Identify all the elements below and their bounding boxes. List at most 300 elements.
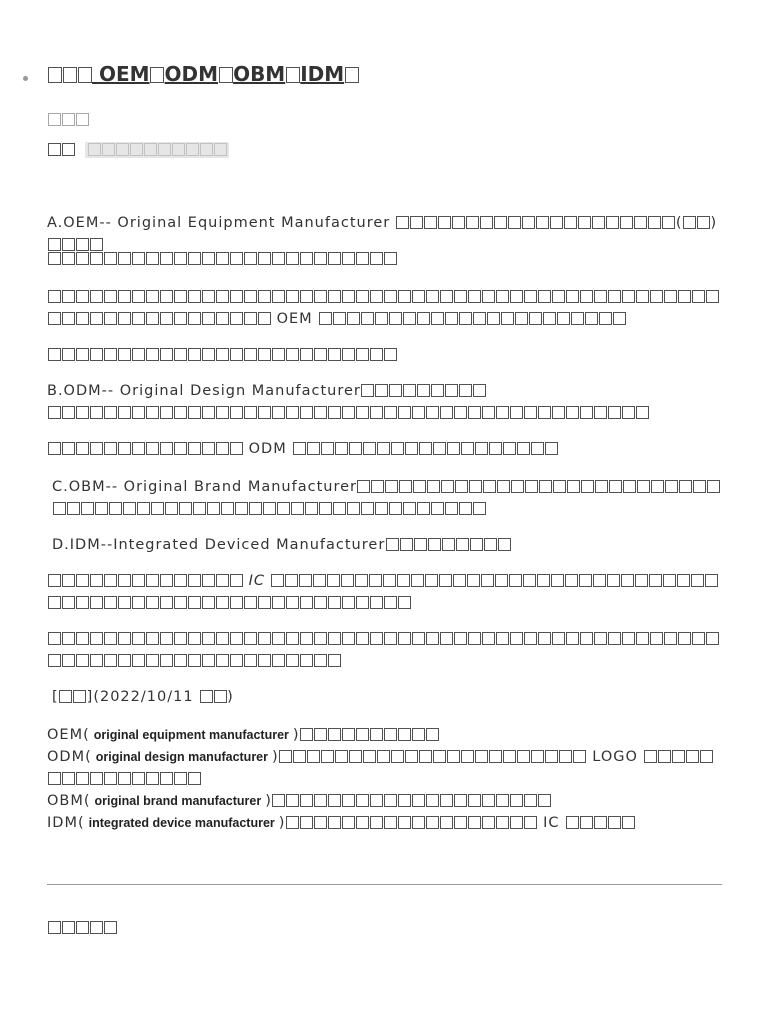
unreadable-glyphs — [553, 480, 566, 493]
unreadable-glyphs — [90, 921, 103, 934]
unreadable-glyphs — [328, 348, 341, 361]
unreadable-glyphs — [76, 596, 89, 609]
unreadable-glyphs — [244, 252, 257, 265]
unreadable-glyphs — [146, 772, 159, 785]
unreadable-glyphs — [593, 574, 606, 587]
unreadable-glyphs — [300, 794, 313, 807]
unreadable-glyphs — [355, 574, 368, 587]
unreadable-glyphs — [90, 772, 103, 785]
unreadable-glyphs — [585, 312, 598, 325]
text-run: IC — [248, 573, 271, 589]
unreadable-glyphs — [707, 480, 720, 493]
unreadable-glyphs — [48, 596, 61, 609]
unreadable-glyphs — [467, 574, 480, 587]
unreadable-glyphs — [146, 574, 159, 587]
unreadable-glyphs — [370, 596, 383, 609]
unreadable-glyphs — [328, 654, 341, 667]
unreadable-glyphs — [146, 290, 159, 303]
unreadable-glyphs — [706, 290, 719, 303]
unreadable-glyphs — [118, 406, 131, 419]
unreadable-glyphs — [104, 252, 117, 265]
unreadable-glyphs — [300, 632, 313, 645]
unreadable-glyphs — [202, 574, 215, 587]
unreadable-glyphs — [396, 216, 409, 229]
unreadable-glyphs — [636, 632, 649, 645]
unreadable-glyphs — [160, 406, 173, 419]
unreadable-glyphs — [370, 728, 383, 741]
unreadable-glyphs — [565, 574, 578, 587]
unreadable-glyphs — [62, 406, 75, 419]
unreadable-glyphs — [524, 290, 537, 303]
unreadable-glyphs — [469, 480, 482, 493]
unreadable-glyphs — [559, 750, 572, 763]
unreadable-glyphs — [258, 290, 271, 303]
unreadable-glyphs — [174, 290, 187, 303]
unreadable-glyphs — [62, 654, 75, 667]
unreadable-glyphs — [473, 502, 486, 515]
unreadable-glyphs — [606, 216, 619, 229]
unreadable-glyphs — [321, 442, 334, 455]
unreadable-glyphs — [230, 574, 243, 587]
unreadable-glyphs — [356, 290, 369, 303]
unreadable-glyphs — [286, 596, 299, 609]
unreadable-glyphs — [454, 816, 467, 829]
list-bullet — [23, 76, 28, 81]
unreadable-glyphs — [594, 406, 607, 419]
unreadable-glyphs — [81, 502, 94, 515]
unreadable-glyphs — [594, 290, 607, 303]
unreadable-glyphs — [662, 216, 675, 229]
summary-item-idm — [47, 812, 722, 834]
unreadable-glyphs — [314, 596, 327, 609]
unreadable-glyphs — [327, 574, 340, 587]
unreadable-glyphs — [370, 348, 383, 361]
unreadable-glyphs — [48, 574, 61, 587]
unreadable-glyphs — [202, 654, 215, 667]
unreadable-glyphs — [174, 632, 187, 645]
unreadable-glyphs — [440, 290, 453, 303]
unreadable-glyphs — [132, 772, 145, 785]
unreadable-glyphs — [174, 772, 187, 785]
unreadable-glyphs — [328, 728, 341, 741]
unreadable-glyphs — [146, 348, 159, 361]
text-run: ) — [227, 689, 234, 705]
unreadable-glyphs — [410, 216, 423, 229]
unreadable-glyphs — [517, 442, 530, 455]
unreadable-glyphs — [480, 216, 493, 229]
unreadable-glyphs — [258, 632, 271, 645]
unreadable-glyphs — [363, 442, 376, 455]
unreadable-glyphs — [104, 921, 117, 934]
unreadable-glyphs — [172, 143, 185, 156]
unreadable-glyphs — [427, 480, 440, 493]
unreadable-glyphs — [314, 632, 327, 645]
unreadable-glyphs — [48, 143, 61, 156]
paragraph — [47, 628, 722, 672]
unreadable-glyphs — [566, 632, 579, 645]
term: integrated device manufacturer — [88, 816, 275, 830]
unreadable-glyphs — [230, 442, 243, 455]
unreadable-glyphs — [132, 442, 145, 455]
unreadable-glyphs — [286, 252, 299, 265]
summary-item-odm — [47, 746, 722, 790]
unreadable-glyphs — [300, 290, 313, 303]
unreadable-glyphs — [62, 252, 75, 265]
unreadable-glyphs — [349, 750, 362, 763]
unreadable-glyphs — [188, 574, 201, 587]
unreadable-glyphs — [313, 574, 326, 587]
unreadable-glyphs — [543, 312, 556, 325]
unreadable-glyphs — [244, 596, 257, 609]
unreadable-glyphs — [214, 143, 227, 156]
unreadable-glyphs — [230, 290, 243, 303]
unreadable-glyphs — [314, 728, 327, 741]
unreadable-glyphs — [76, 632, 89, 645]
unreadable-glyphs — [497, 480, 510, 493]
unreadable-glyphs — [188, 632, 201, 645]
term: original design manufacturer — [95, 750, 269, 764]
unreadable-glyphs — [244, 312, 257, 325]
paren: ) — [278, 815, 286, 831]
unreadable-glyphs — [468, 290, 481, 303]
unreadable-glyphs — [88, 143, 101, 156]
unreadable-glyphs — [389, 384, 402, 397]
unreadable-glyphs — [90, 596, 103, 609]
unreadable-glyphs — [683, 216, 696, 229]
unreadable-glyphs — [291, 502, 304, 515]
unreadable-glyphs — [622, 816, 635, 829]
unreadable-glyphs — [375, 502, 388, 515]
unreadable-glyphs — [174, 312, 187, 325]
unreadable-glyphs — [123, 502, 136, 515]
unreadable-glyphs — [328, 596, 341, 609]
unreadable-glyphs — [384, 816, 397, 829]
unreadable-glyphs — [342, 290, 355, 303]
unreadable-glyphs — [454, 794, 467, 807]
unreadable-glyphs — [76, 406, 89, 419]
unreadable-glyphs — [300, 596, 313, 609]
unreadable-glyphs — [347, 312, 360, 325]
unreadable-glyphs — [258, 654, 271, 667]
unreadable-glyphs — [487, 312, 500, 325]
unreadable-glyphs — [552, 290, 565, 303]
unreadable-glyphs — [118, 312, 131, 325]
unreadable-glyphs — [356, 794, 369, 807]
unreadable-glyphs — [90, 632, 103, 645]
unreadable-glyphs — [510, 794, 523, 807]
paren: ) — [272, 749, 279, 765]
unreadable-glyphs — [608, 290, 621, 303]
unreadable-glyphs — [459, 384, 472, 397]
unreadable-glyphs — [370, 816, 383, 829]
unreadable-glyphs — [375, 312, 388, 325]
unreadable-glyphs — [391, 750, 404, 763]
paragraph — [47, 438, 722, 460]
unreadable-glyphs — [482, 632, 495, 645]
unreadable-glyphs — [482, 794, 495, 807]
unreadable-glyphs — [678, 290, 691, 303]
unreadable-glyphs — [62, 632, 75, 645]
unreadable-glyphs — [342, 816, 355, 829]
unreadable-glyphs — [473, 312, 486, 325]
unreadable-glyphs — [146, 654, 159, 667]
text-run: ) — [710, 215, 718, 231]
unreadable-glyphs — [104, 772, 117, 785]
unreadable-glyphs — [677, 574, 690, 587]
unreadable-glyphs — [272, 406, 285, 419]
unreadable-glyphs — [76, 348, 89, 361]
unreadable-glyphs — [398, 290, 411, 303]
unreadable-glyphs — [62, 113, 75, 126]
unreadable-glyphs — [216, 406, 229, 419]
unreadable-glyphs — [314, 252, 327, 265]
unreadable-glyphs — [62, 290, 75, 303]
unreadable-glyphs — [419, 750, 432, 763]
unreadable-glyphs — [76, 574, 89, 587]
unreadable-glyphs — [341, 574, 354, 587]
unreadable-glyphs — [475, 442, 488, 455]
unreadable-glyphs — [539, 480, 552, 493]
unreadable-glyphs — [286, 816, 299, 829]
unreadable-glyphs — [174, 348, 187, 361]
unreadable-glyphs — [433, 442, 446, 455]
paragraph-idm — [47, 534, 727, 556]
unreadable-glyphs — [293, 750, 306, 763]
text-run: [ — [52, 689, 59, 705]
unreadable-glyphs — [361, 312, 374, 325]
unreadable-glyphs — [104, 442, 117, 455]
unreadable-glyphs — [62, 143, 75, 156]
unreadable-glyphs — [412, 632, 425, 645]
unreadable-glyphs — [137, 502, 150, 515]
unreadable-glyphs — [411, 574, 424, 587]
unreadable-glyphs — [428, 538, 441, 551]
unreadable-glyphs — [342, 794, 355, 807]
unreadable-glyphs — [581, 480, 594, 493]
unreadable-glyphs — [307, 750, 320, 763]
unreadable-glyphs — [272, 794, 285, 807]
paren: ) — [292, 727, 300, 743]
unreadable-glyphs — [398, 816, 411, 829]
unreadable-glyphs — [412, 290, 425, 303]
unreadable-glyphs — [188, 252, 201, 265]
unreadable-glyphs — [417, 312, 430, 325]
unreadable-glyphs — [620, 216, 633, 229]
unreadable-glyphs — [525, 480, 538, 493]
unreadable-glyphs — [579, 574, 592, 587]
paragraph-obm — [47, 476, 727, 520]
unreadable-glyphs — [524, 406, 537, 419]
unreadable-glyphs — [398, 728, 411, 741]
unreadable-glyphs — [400, 538, 413, 551]
unreadable-glyphs — [349, 442, 362, 455]
unreadable-glyphs — [146, 252, 159, 265]
unreadable-glyphs — [174, 654, 187, 667]
unreadable-glyphs — [244, 406, 257, 419]
unreadable-glyphs — [345, 67, 359, 83]
unreadable-glyphs — [174, 252, 187, 265]
unreadable-glyphs — [635, 574, 648, 587]
unreadable-glyphs — [116, 143, 129, 156]
unreadable-glyphs — [244, 654, 257, 667]
unreadable-glyphs — [202, 312, 215, 325]
unreadable-glyphs — [648, 216, 661, 229]
unreadable-glyphs — [515, 312, 528, 325]
unreadable-glyphs — [650, 632, 663, 645]
unreadable-glyphs — [78, 67, 92, 83]
summary-item-oem — [47, 724, 722, 746]
unreadable-glyphs — [459, 312, 472, 325]
unreadable-glyphs — [249, 502, 262, 515]
unreadable-glyphs — [244, 632, 257, 645]
unreadable-glyphs — [391, 442, 404, 455]
unreadable-glyphs — [466, 216, 479, 229]
unreadable-glyphs — [342, 406, 355, 419]
unreadable-glyphs — [700, 750, 713, 763]
unreadable-glyphs — [62, 312, 75, 325]
paragraph — [47, 286, 722, 330]
unreadable-glyphs — [371, 480, 384, 493]
unreadable-glyphs — [551, 574, 564, 587]
unreadable-glyphs — [592, 216, 605, 229]
unreadable-glyphs — [62, 348, 75, 361]
unreadable-glyphs — [484, 538, 497, 551]
unreadable-glyphs — [132, 312, 145, 325]
unreadable-glyphs — [679, 480, 692, 493]
unreadable-glyphs — [186, 143, 199, 156]
unreadable-glyphs — [412, 406, 425, 419]
unreadable-glyphs — [510, 816, 523, 829]
unreadable-glyphs — [216, 312, 229, 325]
unreadable-glyphs — [510, 406, 523, 419]
unreadable-glyphs — [636, 406, 649, 419]
unreadable-glyphs — [531, 750, 544, 763]
unreadable-glyphs — [132, 596, 145, 609]
paragraph — [47, 570, 722, 614]
unreadable-glyphs — [73, 690, 86, 703]
unreadable-glyphs — [314, 654, 327, 667]
unreadable-glyphs — [342, 728, 355, 741]
unreadable-glyphs — [188, 290, 201, 303]
unreadable-glyphs — [545, 442, 558, 455]
unreadable-glyphs — [384, 252, 397, 265]
unreadable-glyphs — [447, 442, 460, 455]
unreadable-glyphs — [76, 921, 89, 934]
unreadable-glyphs — [102, 143, 115, 156]
unreadable-glyphs — [132, 290, 145, 303]
unreadable-glyphs — [357, 480, 370, 493]
unreadable-glyphs — [90, 574, 103, 587]
unreadable-glyphs — [299, 574, 312, 587]
unreadable-glyphs — [384, 728, 397, 741]
unreadable-glyphs — [244, 348, 257, 361]
unreadable-glyphs — [440, 632, 453, 645]
unreadable-glyphs — [426, 728, 439, 741]
unreadable-glyphs — [230, 596, 243, 609]
unreadable-glyphs — [452, 216, 465, 229]
unreadable-glyphs — [580, 406, 593, 419]
abbr: OBM( — [47, 793, 91, 809]
unreadable-glyphs — [384, 290, 397, 303]
unreadable-glyphs — [414, 538, 427, 551]
unreadable-glyphs — [425, 574, 438, 587]
unreadable-glyphs — [651, 480, 664, 493]
unreadable-glyphs — [369, 574, 382, 587]
unreadable-glyphs — [188, 654, 201, 667]
unreadable-glyphs — [335, 750, 348, 763]
unreadable-glyphs — [356, 728, 369, 741]
unreadable-glyphs — [314, 406, 327, 419]
unreadable-glyphs — [216, 252, 229, 265]
unreadable-glyphs — [342, 252, 355, 265]
unreadable-glyphs — [146, 632, 159, 645]
unreadable-glyphs — [524, 794, 537, 807]
tag-link[interactable] — [85, 142, 229, 158]
unreadable-glyphs — [272, 632, 285, 645]
unreadable-glyphs — [538, 406, 551, 419]
unreadable-glyphs — [272, 348, 285, 361]
unreadable-glyphs — [286, 632, 299, 645]
unreadable-glyphs — [342, 596, 355, 609]
unreadable-glyphs — [146, 312, 159, 325]
unreadable-glyphs — [426, 406, 439, 419]
unreadable-glyphs — [132, 406, 145, 419]
unreadable-glyphs — [438, 216, 451, 229]
unreadable-glyphs — [48, 654, 61, 667]
unreadable-glyphs — [202, 442, 215, 455]
unreadable-glyphs — [230, 654, 243, 667]
unreadable-glyphs — [347, 502, 360, 515]
unreadable-glyphs — [538, 794, 551, 807]
unreadable-glyphs — [104, 348, 117, 361]
unreadable-glyphs — [104, 632, 117, 645]
unreadable-glyphs — [104, 574, 117, 587]
unreadable-glyphs — [433, 750, 446, 763]
unreadable-glyphs — [613, 312, 626, 325]
definition: IC — [543, 815, 566, 831]
unreadable-glyphs — [384, 632, 397, 645]
text-run: B.ODM-- Original Design Manufacturer — [47, 383, 361, 399]
unreadable-glyphs — [258, 252, 271, 265]
unreadable-glyphs — [608, 816, 621, 829]
unreadable-glyphs — [426, 794, 439, 807]
unreadable-glyphs — [455, 480, 468, 493]
text-run: ](2022/10/11 — [86, 689, 200, 705]
unreadable-glyphs — [377, 750, 390, 763]
unreadable-glyphs — [307, 442, 320, 455]
unreadable-glyphs — [160, 654, 173, 667]
unreadable-glyphs — [431, 384, 444, 397]
unreadable-glyphs — [461, 750, 474, 763]
unreadable-glyphs — [118, 596, 131, 609]
unreadable-glyphs — [76, 772, 89, 785]
unreadable-glyphs — [461, 442, 474, 455]
unreadable-glyphs — [235, 502, 248, 515]
unreadable-glyphs — [417, 502, 430, 515]
text-run: A.OEM-- Original Equipment Manufacturer — [47, 215, 396, 231]
post-title-link[interactable] — [47, 62, 359, 86]
unreadable-glyphs — [104, 406, 117, 419]
unreadable-glyphs — [522, 216, 535, 229]
unreadable-glyphs — [216, 574, 229, 587]
unreadable-glyphs — [389, 502, 402, 515]
paragraph — [47, 344, 722, 366]
unreadable-glyphs — [272, 596, 285, 609]
unreadable-glyphs — [48, 632, 61, 645]
unreadable-glyphs — [62, 442, 75, 455]
unreadable-glyphs — [439, 574, 452, 587]
unreadable-glyphs — [48, 406, 61, 419]
